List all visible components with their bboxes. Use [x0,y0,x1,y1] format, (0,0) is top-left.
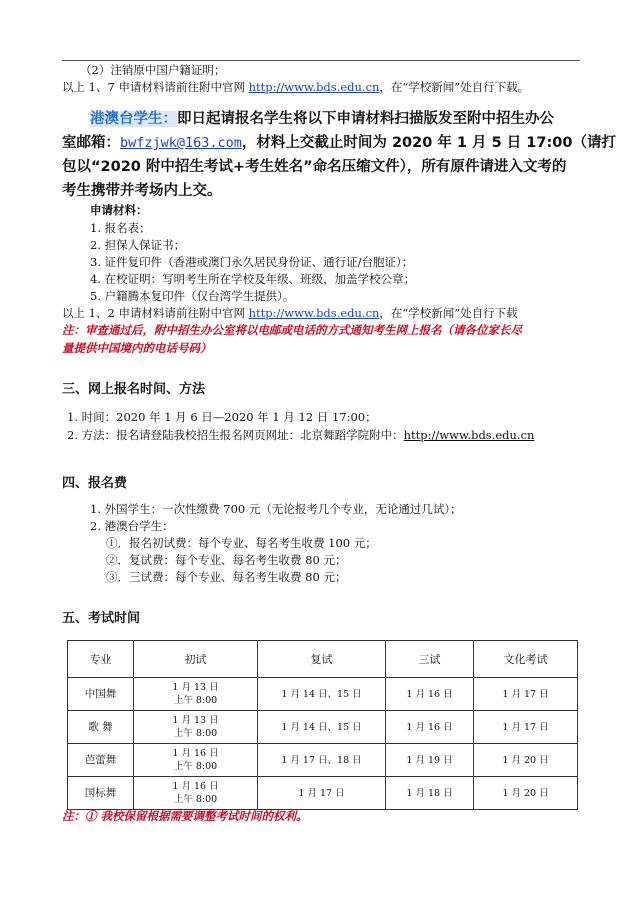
intl-download-suffix: ，在“学校新闻”处自行下载。 [379,80,530,94]
cell-major: 芭蕾舞 [68,744,134,777]
header-culture-exam: 文化考试 [474,641,578,678]
cell-third-round: 1 月 16 日 [386,711,474,744]
header-third-round: 三试 [386,641,474,678]
cell-third-round: 1 月 16 日 [386,678,474,711]
material-item: 2. 担保人保证书； [90,238,186,252]
fee-item-2: 2. 港澳台学生： [90,519,174,533]
cell-first-round [134,678,258,711]
cell-first-round [134,777,258,810]
material-item: 3. 证件复印件（香港或澳门永久居民身份证、通行证/台胞证）； [90,255,414,269]
table-header-row [68,641,578,678]
table-row [68,777,578,810]
hk-line1-text: 即日起请报名学生将以下申请材料扫描版发至附中招生办公 [177,111,554,127]
cell-major: 国标舞 [68,777,134,810]
cell-culture-exam: 1 月 20 日 [474,744,578,777]
first-round-date: 1 月 16 日 [172,781,219,792]
header-rule [62,60,580,61]
section-5-title: 五、考试时间 [62,611,141,626]
fee-sub-item: ①．报名初试费：每个专业、每名考生收费 100 元； [106,536,377,550]
hk-note-line-1: 注：审查通过后，附中招生办公室将以电邮或电话的方式通知考生网上报名（请各位家长尽 [62,323,522,337]
cell-third-round: 1 月 18 日 [386,777,474,810]
first-round-time: 上午 8:00 [173,794,218,805]
exam-schedule-table [67,640,578,810]
table-row [68,711,578,744]
exam-note: 注：① 我校保留根据需要调整考试时间的权利。 [62,809,308,823]
admissions-email-link[interactable]: bwfzjwk@163.com [120,135,242,151]
cell-second-round: 1 月 14 日、15 日 [258,711,386,744]
intl-download-prefix: 以上 1、7 申请材料请前往附中官网 [62,80,249,94]
fee-item-1: 1. 外国学生：一次性缴费 700 元（无论报考几个专业，无论通过几试）； [90,502,462,516]
hk-download-line [62,306,518,321]
hk-label: 港澳台学生： [90,111,177,127]
material-item: 1. 报名表； [90,221,151,235]
cell-major: 中国舞 [68,678,134,711]
hk-download-prefix: 以上 1、2 申请材料请前往附中官网 [62,306,249,320]
first-round-date: 1 月 13 日 [172,715,219,726]
first-round-time: 上午 8:00 [173,761,218,772]
table-row [68,678,578,711]
hk-note-line-2: 量提供中国境内的电话号码） [62,341,212,355]
cell-third-round: 1 月 19 日 [386,744,474,777]
hk-line-1 [90,109,554,129]
intl-item-2: （2）注销原中国户籍证明； [80,63,226,77]
cell-culture-exam: 1 月 20 日 [474,777,578,810]
section-3-item-2-text: 2. 方法：报名请登陆我校招生报名网页网址：北京舞蹈学院附中： [67,428,404,442]
hk-site-link[interactable]: http://www.bds.edu.cn [248,306,380,320]
hk-line2-suffix: ，材料上交截止时间为 2020 年 1 月 5 日 17:00（请打 [241,135,616,151]
cell-first-round [134,744,258,777]
table-row [68,744,578,777]
header-major: 专业 [68,641,134,678]
hk-download-suffix: ，在“学校新闻”处自行下载 [379,306,518,320]
cell-culture-exam: 1 月 17 日 [474,711,578,744]
materials-title: 申请材料： [90,203,148,217]
material-item: 5. 户籍腾本复印件（仅台湾学生提供）。 [90,289,295,303]
fee-sub-item: ②．复试费：每个专业、每名考生收费 80 元； [106,553,347,567]
intl-download-line [62,80,529,95]
header-second-round: 复试 [258,641,386,678]
hk-line2-prefix: 室邮箱： [62,135,120,151]
header-first-round: 初试 [134,641,258,678]
hk-line-4: 考生携带并考场内上交。 [62,183,222,199]
registration-site-link[interactable]: http://www.bds.edu.cn [403,428,535,442]
first-round-time: 上午 8:00 [173,728,218,739]
first-round-date: 1 月 16 日 [172,748,219,759]
cell-major: 歌 舞 [68,711,134,744]
section-3-item-1: 1. 时间：2020 年 1 月 6 日—2020 年 1 月 12 日 17:00； [67,410,377,424]
fee-sub-item: ③．三试费：每个专业、每名考生收费 80 元； [106,570,347,584]
cell-second-round: 1 月 17 日、18 日 [258,744,386,777]
cell-first-round [134,711,258,744]
material-item: 4. 在校证明：写明考生所在学校及年级、班级，加盖学校公章； [90,272,416,286]
hk-line-2 [62,133,616,153]
section-3-title: 三、网上报名时间、方法 [62,382,206,397]
cell-second-round: 1 月 17 日 [258,777,386,810]
first-round-time: 上午 8:00 [173,695,218,706]
cell-culture-exam: 1 月 17 日 [474,678,578,711]
first-round-date: 1 月 13 日 [172,682,219,693]
section-3-item-2 [67,428,534,443]
hk-line-3: 包以“2020 附中招生考试+考生姓名”命名压缩文件），所有原件请进入文考的 [62,159,567,175]
cell-second-round: 1 月 14 日、15 日 [258,678,386,711]
section-4-title: 四、报名费 [62,476,128,491]
intl-site-link[interactable]: http://www.bds.edu.cn [248,80,380,94]
